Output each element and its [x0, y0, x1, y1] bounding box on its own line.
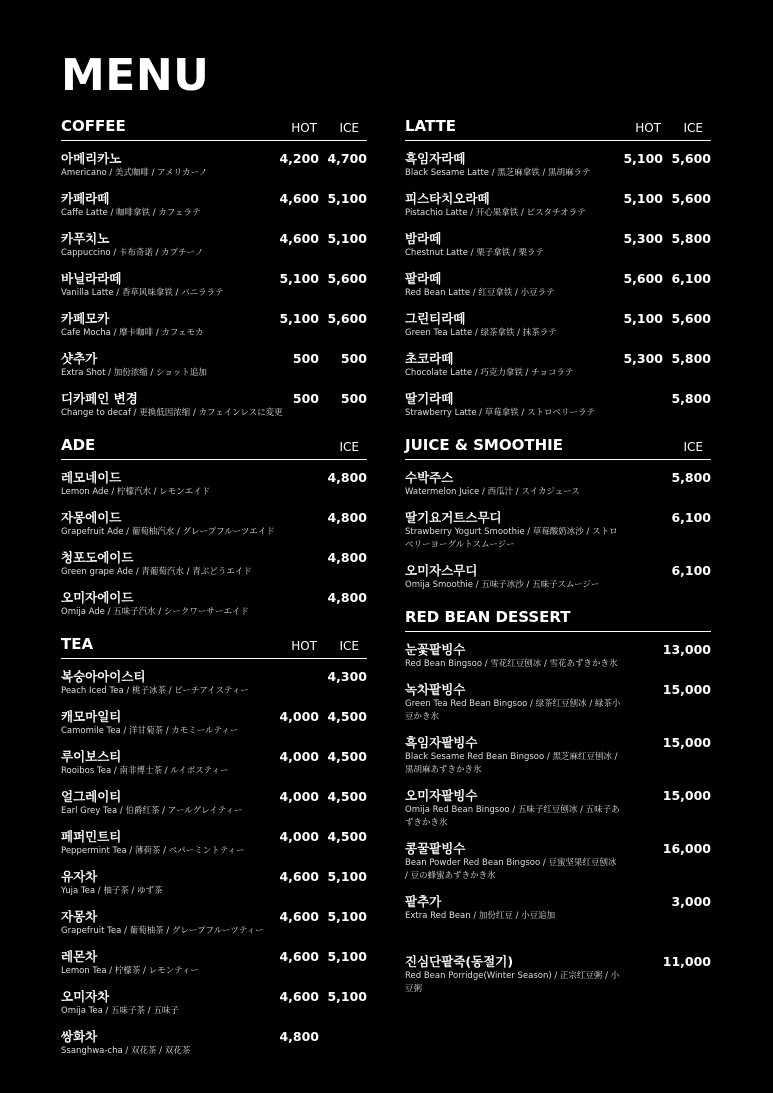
item-name: 카푸치노 — [61, 231, 110, 246]
item-name: 레모네이드 — [61, 470, 122, 485]
hot-price: 500 — [292, 391, 319, 406]
ice-price: 5,600 — [327, 271, 367, 286]
hot-price: 4,000 — [279, 829, 319, 844]
menu-item — [405, 953, 711, 996]
item-name: 오미자팥빙수 — [405, 788, 478, 803]
item-price: 15,000 — [662, 788, 711, 803]
ice-price: 5,600 — [671, 311, 711, 326]
item-translation: Vanilla Latte / 香草风味拿铁 / バニララテ — [61, 288, 224, 298]
ice-column-header: ICE — [339, 440, 359, 454]
hot-price: 4,600 — [279, 231, 319, 246]
ice-price: 5,100 — [327, 989, 367, 1004]
hot-price: 4,600 — [279, 989, 319, 1004]
menu-item — [61, 1028, 367, 1058]
item-translation: Americano / 美式咖啡 / アメリカーノ — [61, 168, 208, 178]
menu-item — [405, 270, 711, 300]
menu-item — [61, 310, 367, 340]
item-name: 콩꿀팥빙수 — [405, 841, 466, 856]
dessert-items — [405, 632, 711, 996]
item-name: 자몽에이드 — [61, 510, 122, 525]
hot-price: 500 — [292, 351, 319, 366]
menu-item — [405, 787, 711, 830]
item-name: 수박주스 — [405, 470, 454, 485]
ice-price: 4,500 — [327, 749, 367, 764]
menu-item — [405, 641, 711, 671]
item-translation: Omija Ade / 五味子汽水 / シークワーサーエイド — [61, 607, 249, 617]
menu-item — [405, 562, 711, 592]
menu-item — [61, 828, 367, 858]
menu-item — [61, 788, 367, 818]
section-title: ADE — [61, 436, 96, 454]
item-price: 5,800 — [671, 470, 711, 485]
menu-item — [405, 230, 711, 260]
item-translation: Rooibos Tea / 南非博士茶 / ルイボスティー — [61, 766, 229, 776]
item-name: 피스타치오라떼 — [405, 191, 490, 206]
menu-item — [61, 509, 367, 539]
tea-header — [61, 634, 367, 659]
item-name: 자몽차 — [61, 909, 98, 924]
item-name: 흑임자팥빙수 — [405, 735, 478, 750]
item-price: 4,800 — [327, 550, 367, 565]
hot-price: 4,600 — [279, 191, 319, 206]
item-price: 15,000 — [662, 735, 711, 750]
ice-column-header: ICE — [683, 121, 703, 135]
item-name: 흑임자라떼 — [405, 151, 466, 166]
menu-item — [405, 190, 711, 220]
ice-price: 5,800 — [671, 231, 711, 246]
item-translation: Peppermint Tea / 薄荷茶 / ペパーミントティー — [61, 846, 245, 856]
item-name: 복숭아아이스티 — [61, 669, 146, 684]
item-name: 캐모마일티 — [61, 709, 122, 724]
dessert-section — [405, 607, 711, 996]
hot-price: 4,600 — [279, 909, 319, 924]
item-translation: Grapefruit Ade / 葡萄柚汽水 / グレープフルーツエイド — [61, 527, 275, 537]
section-title: TEA — [61, 635, 94, 653]
ice-price: 4,500 — [327, 789, 367, 804]
menu-item — [61, 668, 367, 698]
item-name: 밤라떼 — [405, 231, 442, 246]
ice-price: 5,100 — [327, 231, 367, 246]
item-translation: Pistachio Latte / 开心果拿铁 / ピスタチオラテ — [405, 208, 586, 218]
hot-column-header: HOT — [291, 639, 317, 653]
item-name: 카페모카 — [61, 311, 110, 326]
item-translation: Grapefruit Tea / 葡萄柚茶 / グレープフルーツティー — [61, 926, 264, 936]
menu-item — [61, 390, 367, 420]
menu-item — [61, 230, 367, 260]
ice-price: 5,800 — [671, 391, 711, 406]
ice-price: 6,100 — [671, 271, 711, 286]
item-name: 쌍화차 — [61, 1029, 98, 1044]
menu-item — [61, 948, 367, 978]
ice-price: 5,100 — [327, 949, 367, 964]
item-translation: Caffe Latte / 咖啡拿铁 / カフェラテ — [61, 208, 201, 218]
menu-item — [405, 734, 711, 777]
hot-price: 4,000 — [279, 709, 319, 724]
coffee-header — [61, 116, 367, 141]
item-translation: Peach Iced Tea / 桃子冰茶 / ピーチアイスティー — [61, 686, 249, 696]
item-name: 바닐라라떼 — [61, 271, 122, 286]
item-price: 15,000 — [662, 682, 711, 697]
coffee-items — [61, 141, 367, 420]
ade-items — [61, 460, 367, 619]
ice-price: 5,100 — [327, 191, 367, 206]
section-title: JUICE & SMOOTHIE — [405, 436, 563, 454]
menu-item — [405, 840, 711, 883]
item-translation: Green grape Ade / 青葡萄汽水 / 青ぶどうエイド — [61, 567, 252, 577]
hot-price: 4,200 — [279, 151, 319, 166]
latte-section — [405, 116, 711, 420]
ice-price: 500 — [340, 391, 367, 406]
hot-price: 5,100 — [623, 311, 663, 326]
menu-item — [405, 350, 711, 380]
menu-item — [61, 908, 367, 938]
item-price: 13,000 — [662, 642, 711, 657]
menu-item — [61, 350, 367, 380]
item-translation: Bean Powder Red Bean Bingsoo / 豆蜜坚果红豆刨冰 / 豆の蜂蜜あずきかき氷 — [405, 858, 617, 881]
item-name: 루이보스티 — [61, 749, 122, 764]
item-name: 디카페인 변경 — [61, 391, 138, 406]
item-name: 눈꽃팥빙수 — [405, 642, 466, 657]
item-name: 그린티라떼 — [405, 311, 466, 326]
ice-price: 5,800 — [671, 351, 711, 366]
hot-column-header: HOT — [635, 121, 661, 135]
item-name: 초코라떼 — [405, 351, 454, 366]
juice-section — [405, 435, 711, 592]
item-name: 팥라떼 — [405, 271, 442, 286]
hot-price: 5,300 — [623, 231, 663, 246]
item-name: 청포도에이드 — [61, 550, 134, 565]
item-price: 4,800 — [327, 470, 367, 485]
item-name: 딸기요거트스무디 — [405, 510, 502, 525]
ice-price: 500 — [340, 351, 367, 366]
menu-item — [405, 681, 711, 724]
menu-item — [61, 270, 367, 300]
item-name: 유자차 — [61, 869, 98, 884]
item-translation: Cafe Mocha / 摩卡咖啡 / カフェモカ — [61, 328, 204, 338]
item-translation: Lemon Tea / 柠檬茶 / レモンティー — [61, 966, 199, 976]
right-column — [405, 116, 711, 1011]
menu-item — [61, 708, 367, 738]
item-translation: Strawberry Latte / 草莓拿铁 / ストロベリーラテ — [405, 408, 595, 418]
item-name: 녹차팥빙수 — [405, 682, 466, 697]
item-translation: Chestnut Latte / 栗子拿铁 / 栗ラテ — [405, 248, 544, 258]
item-name: 레몬차 — [61, 949, 98, 964]
hot-price: 5,300 — [623, 351, 663, 366]
ice-price: 4,700 — [327, 151, 367, 166]
menu-item — [405, 310, 711, 340]
item-translation: Omija Tea / 五味子茶 / 五味子 — [61, 1006, 179, 1016]
item-price: 6,100 — [671, 510, 711, 525]
section-title: LATTE — [405, 117, 457, 135]
ice-price: 4,300 — [327, 669, 367, 684]
menu-item — [405, 469, 711, 499]
hot-price: 4,000 — [279, 789, 319, 804]
left-column — [61, 116, 367, 1073]
latte-items — [405, 141, 711, 420]
item-translation: Cappuccino / 卡布奇诺 / カプチーノ — [61, 248, 204, 258]
hot-price: 5,100 — [279, 271, 319, 286]
item-name: 카페라떼 — [61, 191, 110, 206]
hot-price: 4,800 — [279, 1029, 319, 1044]
item-translation: Red Bean Porridge(Winter Season) / 正宗红豆粥 / 小豆粥 — [405, 971, 620, 994]
item-translation: Omija Red Bean Bingsoo / 五味子红豆刨冰 / 五味子あずきかき氷 — [405, 805, 620, 828]
menu-item — [61, 549, 367, 579]
menu-item — [405, 893, 711, 923]
ade-section — [61, 435, 367, 619]
ice-price: 5,100 — [327, 909, 367, 924]
juice-items — [405, 460, 711, 592]
tea-items — [61, 659, 367, 1058]
coffee-section — [61, 116, 367, 420]
item-price: 6,100 — [671, 563, 711, 578]
item-price: 4,800 — [327, 510, 367, 525]
item-translation: Extra Red Bean / 加份红豆 / 小豆追加 — [405, 911, 556, 921]
item-name: 얼그레이티 — [61, 789, 122, 804]
item-price: 3,000 — [671, 894, 711, 909]
item-translation: Chocolate Latte / 巧克力拿铁 / チョコラテ — [405, 368, 574, 378]
section-title: COFFEE — [61, 117, 126, 135]
ice-price: 4,500 — [327, 829, 367, 844]
item-name: 아메리카노 — [61, 151, 122, 166]
ice-price: 5,600 — [671, 191, 711, 206]
latte-header — [405, 116, 711, 141]
menu-item — [405, 390, 711, 420]
item-price: 16,000 — [662, 841, 711, 856]
menu-item — [405, 150, 711, 180]
hot-price: 5,600 — [623, 271, 663, 286]
ice-price: 5,600 — [671, 151, 711, 166]
item-translation: Yuja Tea / 柚子茶 / ゆず茶 — [61, 886, 163, 896]
ice-column-header: ICE — [683, 440, 703, 454]
tea-section — [61, 634, 367, 1058]
item-name: 오미자차 — [61, 989, 110, 1004]
hot-price: 4,000 — [279, 749, 319, 764]
ice-price: 4,500 — [327, 709, 367, 724]
item-translation: Black Sesame Red Bean Bingsoo / 黑芝麻红豆刨冰 / 黒胡麻あずきかき氷 — [405, 752, 618, 775]
item-translation: Lemon Ade / 柠檬汽水 / レモンエイド — [61, 487, 211, 497]
item-name: 오미자스무디 — [405, 563, 478, 578]
hot-column-header: HOT — [291, 121, 317, 135]
item-price: 4,800 — [327, 590, 367, 605]
item-translation: Strawberry Yogurt Smoothie / 草莓酸奶冰沙 / ストロベリーヨーグルトスムージー — [405, 527, 618, 550]
ice-column-header: ICE — [339, 121, 359, 135]
menu-item — [405, 509, 711, 552]
hot-price: 5,100 — [623, 151, 663, 166]
hot-price: 4,600 — [279, 949, 319, 964]
item-translation: Camomile Tea / 洋甘菊茶 / カモミールティー — [61, 726, 239, 736]
item-translation: Omija Smoothie / 五味子冰沙 / 五味子スムージー — [405, 580, 600, 590]
item-translation: Extra Shot / 加份浓缩 / ショット追加 — [61, 368, 207, 378]
ice-price: 5,600 — [327, 311, 367, 326]
section-title: RED BEAN DESSERT — [405, 608, 571, 626]
menu-item — [61, 469, 367, 499]
hot-price: 4,600 — [279, 869, 319, 884]
item-name: 딸기라떼 — [405, 391, 454, 406]
item-price: 11,000 — [662, 954, 711, 969]
dessert-header — [405, 607, 711, 632]
hot-price: 5,100 — [623, 191, 663, 206]
juice-header — [405, 435, 711, 460]
item-name: 페퍼민트티 — [61, 829, 122, 844]
ade-header — [61, 435, 367, 460]
ice-column-header: ICE — [339, 639, 359, 653]
item-name: 오미자에이드 — [61, 590, 134, 605]
hot-price: 5,100 — [279, 311, 319, 326]
item-name: 팥추가 — [405, 894, 442, 909]
menu-item — [61, 748, 367, 778]
item-name: 진심단팥죽(동절기) — [405, 954, 514, 969]
item-translation: Green Tea Latte / 绿茶拿铁 / 抹茶ラテ — [405, 328, 557, 338]
menu-item — [61, 150, 367, 180]
menu-item — [61, 988, 367, 1018]
item-translation: Change to decaf / 更换低因浓缩 / カフェインレスに変更 — [61, 408, 283, 418]
item-translation: Black Sesame Latte / 黑芝麻拿铁 / 黒胡麻ラテ — [405, 168, 591, 178]
item-translation: Watermelon Juice / 西瓜汁 / スイカジュース — [405, 487, 580, 497]
item-translation: Earl Grey Tea / 伯爵红茶 / アールグレイティー — [61, 806, 243, 816]
menu-item — [61, 589, 367, 619]
page-title: MENU — [61, 50, 210, 101]
item-translation: Red Bean Bingsoo / 雪花红豆刨冰 / 雪花あずきかき氷 — [405, 659, 618, 669]
item-name: 샷추가 — [61, 351, 98, 366]
ice-price: 5,100 — [327, 869, 367, 884]
item-translation: Red Bean Latte / 红豆拿铁 / 小豆ラテ — [405, 288, 555, 298]
menu-item — [61, 190, 367, 220]
item-translation: Green Tea Red Bean Bingsoo / 绿茶红豆刨冰 / 緑茶小豆かき氷 — [405, 699, 621, 722]
menu-item — [61, 868, 367, 898]
item-translation: Ssanghwa-cha / 双花茶 / 双花茶 — [61, 1046, 191, 1056]
